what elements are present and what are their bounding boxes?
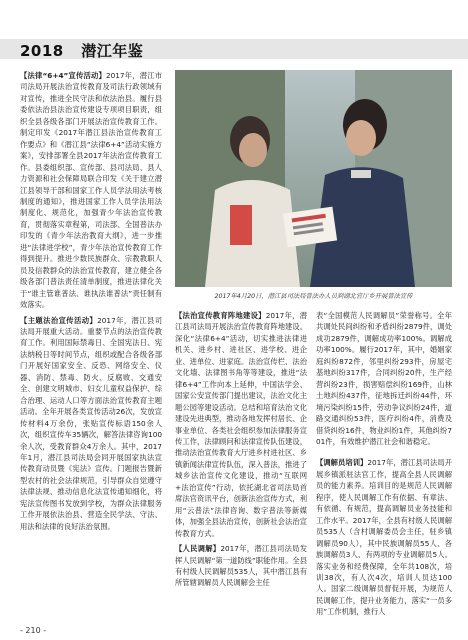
photo-illustration <box>175 70 452 287</box>
section-body: 2017年，潜江县司法局开展乡镇派驻法官工作，提高全县人民调解员的能力素养。培训目的是规范人民调解程序，使人民调解工作有依据、有章法、有依循、有规范，提高调解员业务技能和工作水平。2017年，全县有村级人民调解员535人（含村调解委员会主任，驻乡镇调解员90人），其中民族调解员55人、各族调解员3人、有两项的专业调解员5人。落实业务和经费保障，全年共108次，培训38次，有人次4次，培训人员达100人。国家二级调解员督促开展，为规范人民调解工作，提升业务能力，落实“一员多用”工作机制，推行人 <box>316 458 452 617</box>
section-heading: 【主题法治宣传活动】 <box>20 315 98 325</box>
section-body: 2017年，潜江县司法局开展重大活动。重要节点的法治宣传教育工作。利用国际禁毒日、全国宪法日、宪法纳税日等时间节点，组织或配合各级各部门开展好国家安全、反恐、网络安全、仪器、消防、禁毒、防火、反腐败、交通安全、创建文明城市、妇女儿童权益保护、综合治理、运动人口等方面法治宣传教育主题活动。全年开展各类宣传活动26次，发放宣传材料4万余份，张贴宣传标语150余人次，组织宣传车35辆次，解答法律咨询100余人次，受教育群众4万余人。其中，2017年1月，潜江县司法局会同开展国家执法宣传教育动员暨《宪法》宣传。门题报告暨新型农村的社会法律规范，引导群众自觉遵守法律法规、推动信息化法宣传通知细化，将宪法宣传图书发放到学校，为群众法律服务工作开展依法治县、营造全民学法、守法、用法和法律的良好法治氛围。 <box>20 315 162 531</box>
section-body: 2017年，潜江市司法局开展法治宣传教育及司法行政领域有对宣传，推进全民守法和依法治县。履行县委依法治县法治宣传建设专项项目职责，组织全县各级各部门开展法治宣传教育工作。制定印发《2017年潜江县法治宣传教育工作要点》和《潜江县“法律6+4”活动实施方案》，安排部署全县2017年法治宣传教育工作。县委组织部、宣传部、县司法局、县人力资源和社会保障局联合印发《关于建立潜江县领导干部和国家工作人员学法用法考核制度的通知》，推进国家工作人员学法用法制度化、规范化，加强青少年法治宣传教育，贯彻落实章程第，司法部、全国普法办印发的《青少年法治教育大纲》，进一步推进“法律进学校”，青少年法治宣传教育工作得到提升。推进少数民族群众、宗教教职人员及信教群众的法治宣传教育，建立健全各级各部门普法责任清单制度，推进法律化关于“谁主管谁普法、谁执法谁普法”责任制有效落实。 <box>20 71 163 310</box>
header-year: 2018 <box>20 42 64 60</box>
section-heading: 【人民调解】 <box>175 544 221 554</box>
header-title: 潜江年鉴 <box>81 42 144 60</box>
page-header <box>20 40 143 61</box>
event-photo <box>175 70 452 287</box>
right-column <box>316 310 452 618</box>
mid-section-2 <box>175 543 307 589</box>
page-number: - 210 - <box>20 626 47 635</box>
left-section-1 <box>20 70 162 311</box>
middle-column <box>175 310 307 589</box>
right-body-top: 表“全国模范人民调解员”荣誉称号。全年共调处民间纠纷和矛盾纠纷2879件，调处成功2879件，调解成功率100%。调解成功率100%。履行2017年，其中，婚姻家庭纠纷872件，邻里纠纷293件，房屋宅基地纠纷317件，合同纠纷20件，生产经营纠纷23件，损害赔偿纠纷169件，山林土地纠纷437件，征地拆迁纠纷44件，环境污染纠纷15件，劳动争议纠纷24件，道路交通纠纷53件，医疗纠纷4件，消费及借贷纠纷16件，物业纠纷1件，其他纠纷701件，有效维护潜江社会和谐稳定。 <box>316 311 452 446</box>
right-section <box>316 457 452 617</box>
section-heading: 【法律“6+4”宣传活动】 <box>20 71 106 80</box>
section-heading: 【调解员培训】 <box>316 458 368 468</box>
left-section-2 <box>20 315 162 533</box>
section-heading: 【法治宣传教育阵地建设】 <box>175 311 266 320</box>
section-body: 2017年，潜江县司法局开展法治宣传教育阵地建设。深化“法律6+4”活动，切实推进法律进机关、进乡村、进社区、进学校、进企业、进单位、进家庭。法治宣传栏、法治文化墙、法律图书角等等建设，推进“法律6+4”工作向本上延伸，中国法学会、国家公安宣传部门提出建议，法治文化主题公园等建设活动。总结和培育法治文化建设先进典型，推动各地发挥村居长、企事业单位、各类社会组织参加法律服务宣传工作，法律顾问和法律宣传队伍建设，推动法治宣传教育大厅进乡村进社区、乡镇新闻法律宣传队伍，深入普法，推进了城乡法治宣传文化建设，推动“互联网+法治宣传”行动，依托湖北省司法局首席法官资讯平台，创新法治宣传方式，利用“云普法”法律咨询、数字普法等新媒体，加强全县法治宣传，创新社会法治宣传教育方式。 <box>175 311 308 538</box>
mid-section-1 <box>175 310 307 539</box>
left-column <box>20 70 162 532</box>
photo-caption: 2017年4月20日，潜江县司法局普法办人员到湖北官厅乡开展普法宣传 <box>214 293 413 300</box>
section-body: 2017年，潜江县司法局发挥人民调解“第一道防线”职能作用。全县有村级人民调解员535人，其中潜江县有所管辖调解员人民调解会主任 <box>175 544 307 588</box>
